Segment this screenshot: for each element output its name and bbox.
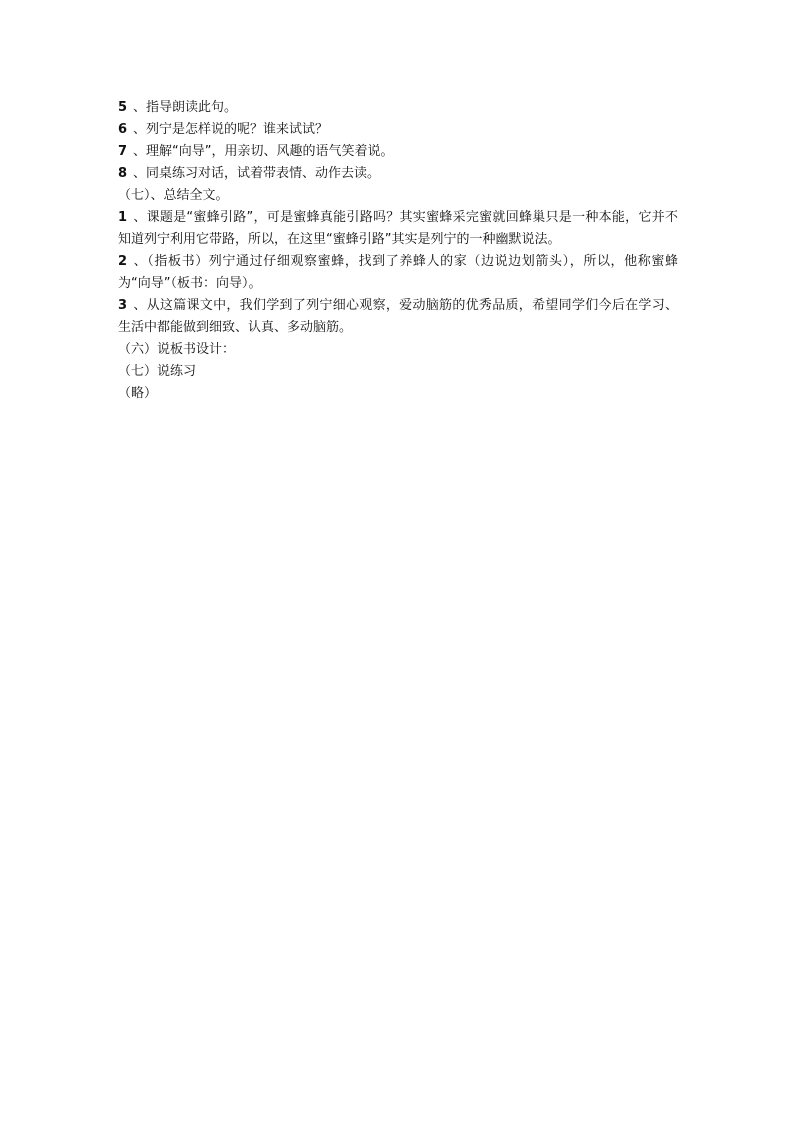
step-7 xyxy=(118,141,678,163)
document-body xyxy=(118,97,678,405)
item-text: 、（指板书）列宁通过仔细观察蜜蜂，找到了养蜂人的家（边说边划箭头），所以，他称蜜蜂为“向导”（板书：向导）。 xyxy=(118,254,678,291)
item-number: 1 xyxy=(118,210,128,225)
step-number: 5 xyxy=(118,100,128,115)
summary-item-1 xyxy=(118,207,678,251)
step-text: 、理解“向导”，用亲切、风趣的语气笑着说。 xyxy=(133,144,394,159)
section-heading-practice: （七）说练习 xyxy=(118,364,197,379)
section-heading-summary: （七）、总结全文。 xyxy=(118,188,229,203)
step-text: 、列宁是怎样说的呢？谁来试试？ xyxy=(133,122,329,137)
item-number: 2 xyxy=(118,254,128,269)
item-text: 、从这篇课文中，我们学到了列宁细心观察，爱动脑筋的优秀品质，希望同学们今后在学习、生活中都能做到细致、认真、多动脑筋。 xyxy=(118,298,678,335)
step-6 xyxy=(118,119,678,141)
step-8 xyxy=(118,163,678,185)
step-number: 8 xyxy=(118,166,128,181)
step-number: 7 xyxy=(118,144,128,159)
item-number: 3 xyxy=(118,298,128,313)
step-text: 、同桌练习对话，试着带表情、动作去读。 xyxy=(133,166,381,181)
step-number: 6 xyxy=(118,122,128,137)
summary-item-2 xyxy=(118,251,678,295)
section-heading-board: （六）说板书设计： xyxy=(118,342,236,357)
item-text: 、课题是“蜜蜂引路”，可是蜜蜂真能引路吗？其实蜜蜂采完蜜就回蜂巢只是一种本能，它并不知道列宁利用它带路，所以，在这里“蜜蜂引路”其实是列宁的一种幽默说法。 xyxy=(118,210,678,247)
summary-item-3 xyxy=(118,295,678,339)
omitted-note: （略） xyxy=(118,386,158,401)
step-text: 、指导朗读此句。 xyxy=(133,100,238,115)
step-5 xyxy=(118,97,678,119)
